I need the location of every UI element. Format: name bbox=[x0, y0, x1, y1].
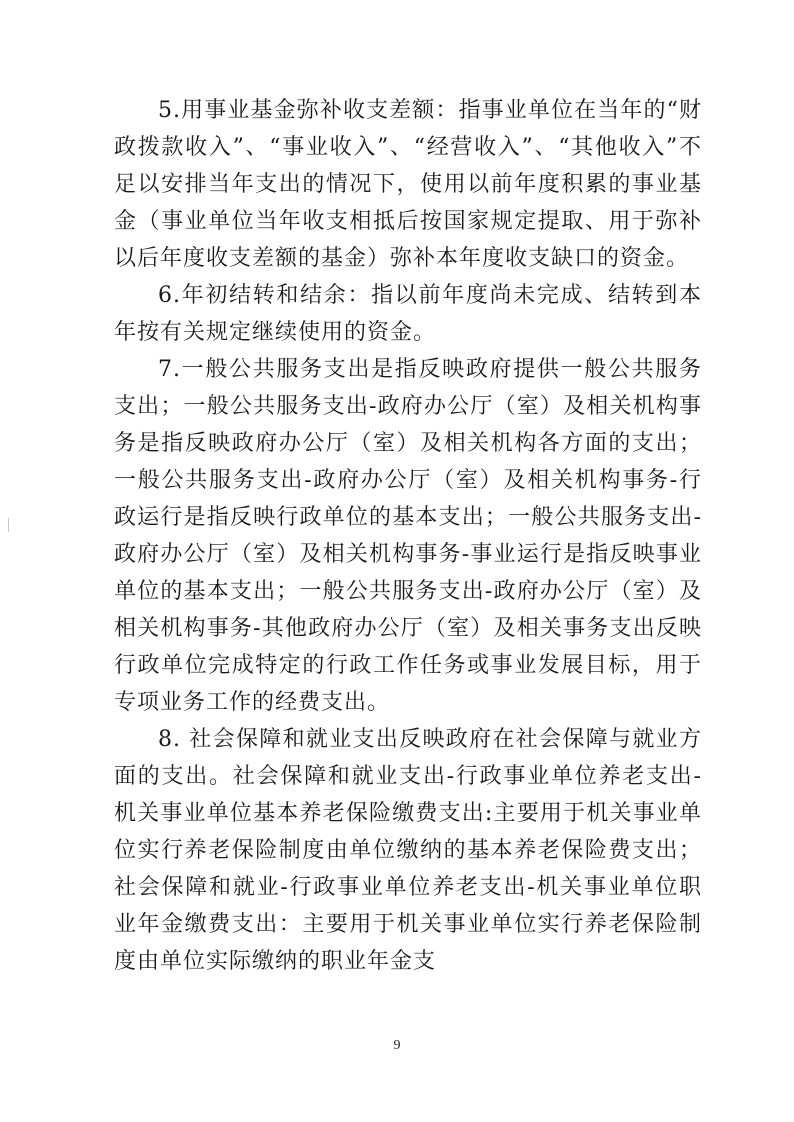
paragraph-6-carryover-balance: 6.年初结转和结余：指以前年度尚未完成、结转到本年按有关规定继续使用的资金。 bbox=[114, 283, 702, 345]
document-body bbox=[114, 92, 702, 980]
paragraph-7-general-public-services: 7.一般公共服务支出是指反映政府提供一般公共服务支出；一般公共服务支出-政府办公厅（室）及相关机构事务是指反映政府办公厅（室）及相关机构各方面的支出；一般公共服务支出-政府办公厅（室）及相关机构事务-行政运行是指反映行政单位的基本支出；一般公共服务支出-政府办公厅（室）及相关机构事务-事业运行是指反映事业单位的基本支出；一般公共服务支出-政府办公厅（室）及相关机构事务-其他政府办公厅（室）及相关事务支出反映行政单位完成特定的行政工作任务或事业发展目标，用于专项业务工作的经费支出。 bbox=[114, 357, 702, 715]
paragraph-5-fund-compensation: 5.用事业基金弥补收支差额：指事业单位在当年的“财政拨款收入”、“事业收入”、“经营收入”、“其他收入”不足以安排当年支出的情况下，使用以前年度积累的事业基金（事业单位当年收支相抵后按国家规定提取、用于弥补以后年度收支差额的基金）弥补本年度收支缺口的资金。 bbox=[114, 98, 702, 271]
paragraph-8-social-security: 8. 社会保障和就业支出反映政府在社会保障与就业方面的支出。社会保障和就业支出-行政事业单位养老支出-机关事业单位基本养老保险缴费支出:主要用于机关事业单位实行养老保险制度由单位缴纳的基本养老保险费支出；社会保障和就业-行政事业单位养老支出-机关事业单位职业年金缴费支出：主要用于机关事业单位实行养老保险制度由单位实际缴纳的职业年金支 bbox=[114, 727, 702, 974]
scan-artifact-mark bbox=[8, 518, 9, 532]
page-number: 9 bbox=[393, 1038, 401, 1053]
